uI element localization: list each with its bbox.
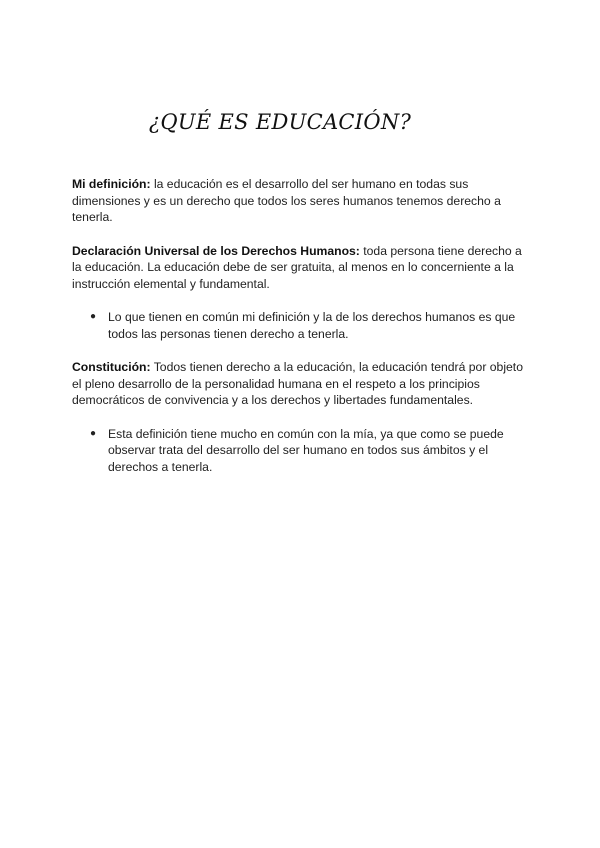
bullet-icon: ● — [90, 427, 97, 439]
bullet-text: Esta definición tiene mucho en común con la mía, ya que como se puede observar trata del desarrollo del ser humano en todos sus ámbitos y el derechos a tenerla. — [108, 426, 504, 474]
bullet-text: Lo que tienen en común mi definición y la de los derechos humanos es que todos las personas tienen derecho a tenerla. — [108, 310, 516, 341]
section-my-definition — [72, 176, 532, 226]
section-constitution — [72, 359, 532, 409]
section-universal-declaration — [72, 243, 532, 293]
section-text: la educación es el desarrollo del ser humano en todas sus dimensiones y es un derecho que todos los seres humanos tenemos derecho a tenerla. — [72, 177, 501, 224]
section-text: toda persona tiene derecho a la educación. La educación debe de ser gratuita, al menos en lo concerniente a la instrucción elemental y fundamental. — [72, 243, 522, 291]
list-item — [72, 426, 532, 476]
section-text: Todos tienen derecho a la educación, la educación tendrá por objeto el pleno desarrollo de la personalidad humana en el respeto a los principios democráticos de convivencia y a los derechos y libertades fundamentales. — [72, 360, 523, 407]
section-label: Declaración Universal de los Derechos Humanos: — [72, 243, 360, 258]
bullet-icon: ● — [90, 311, 97, 322]
section-label: Constitución: — [72, 360, 151, 374]
list-item — [72, 309, 532, 342]
page-title: ¿QUÉ ES EDUCACIÓN? — [148, 110, 412, 134]
document-body — [72, 176, 532, 492]
section-label: Mi definición: — [72, 177, 151, 191]
